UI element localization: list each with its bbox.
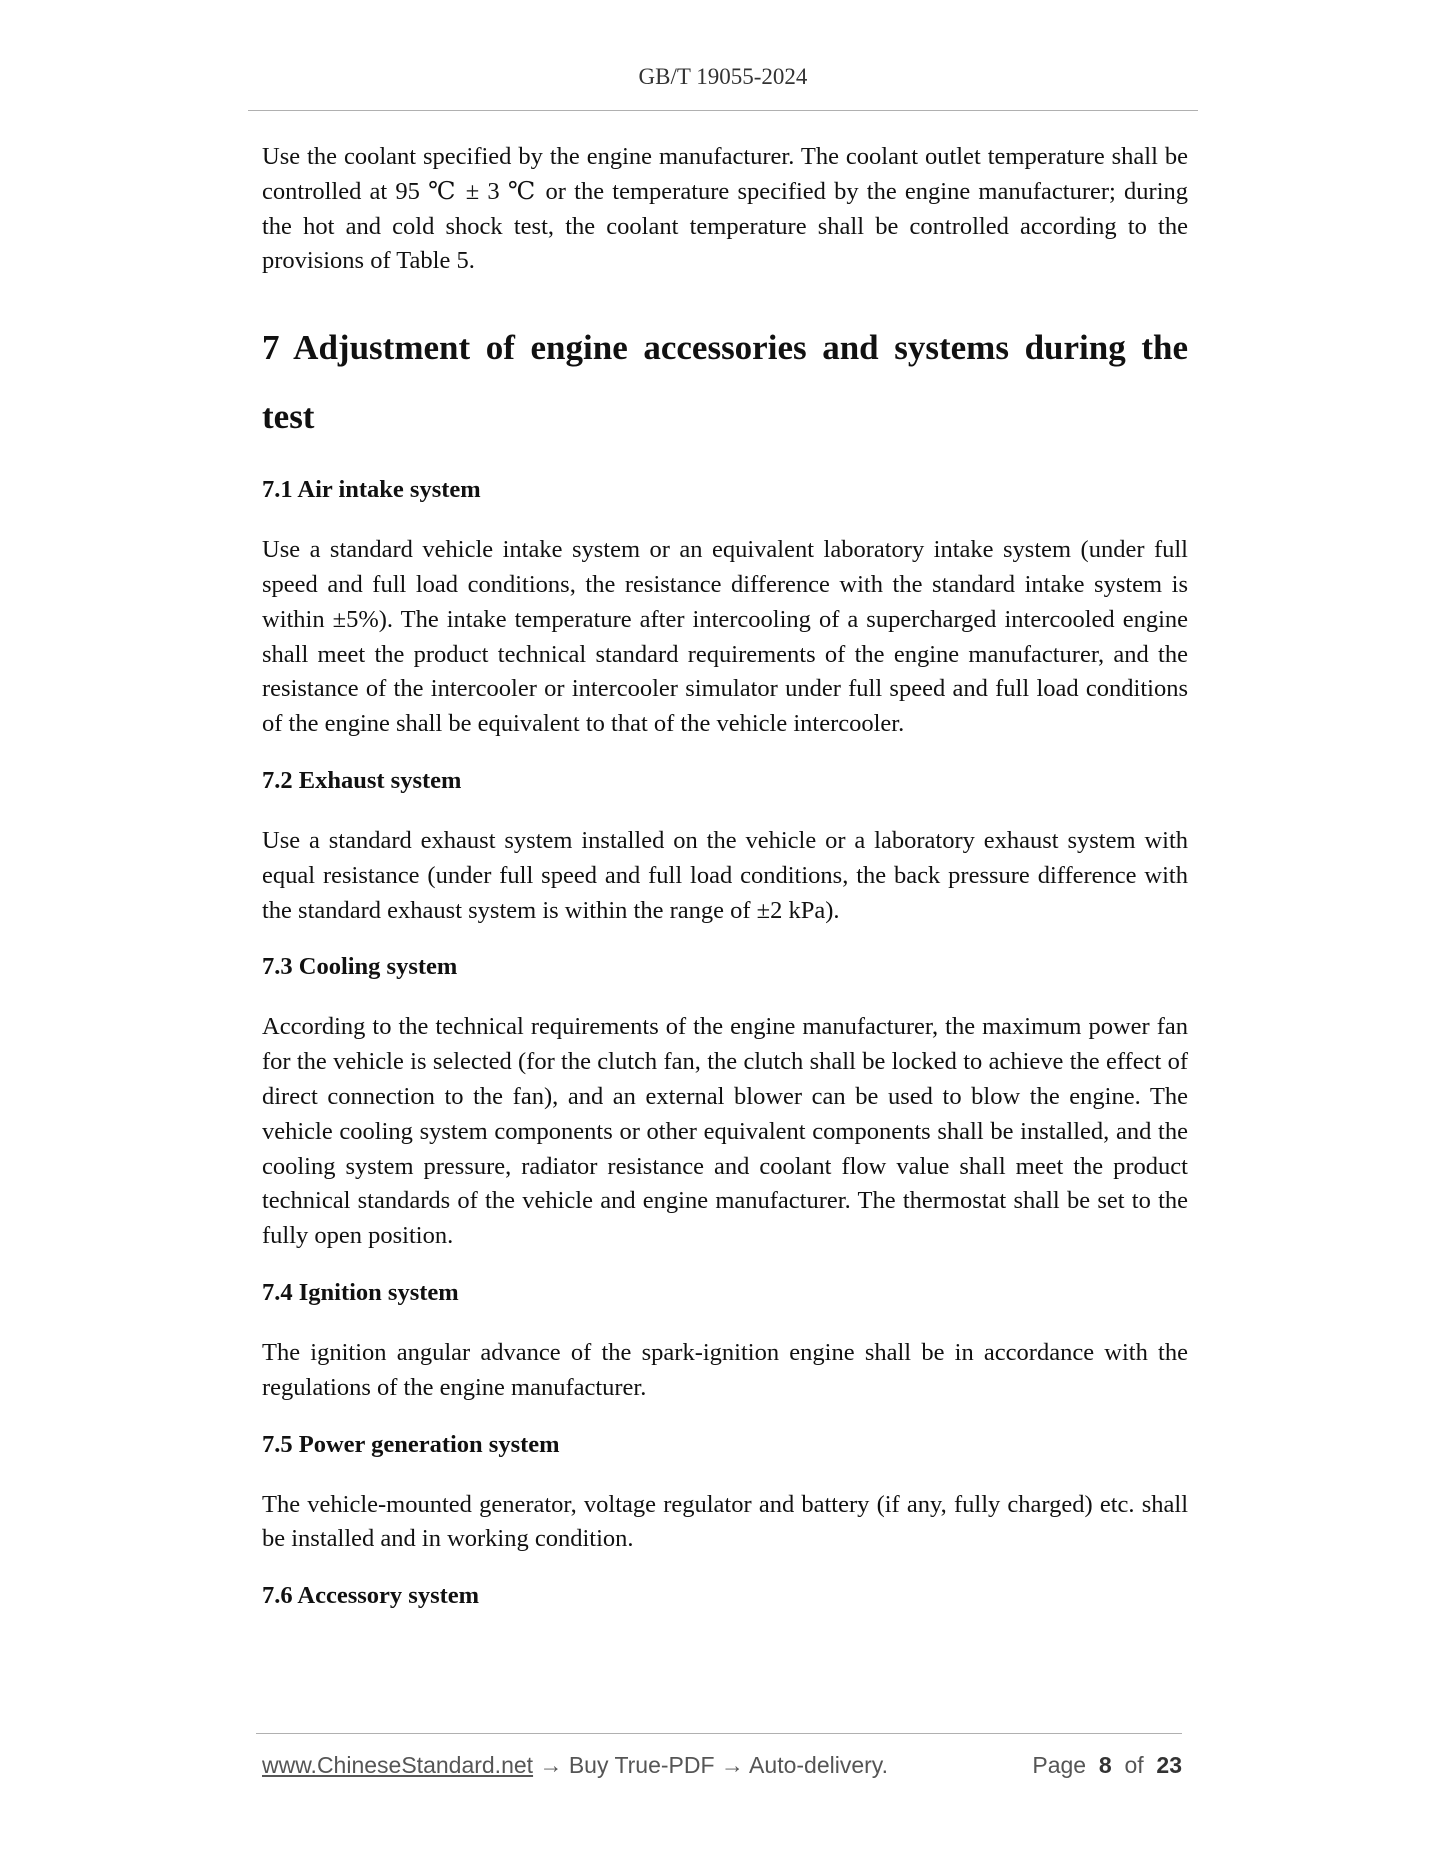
intro-paragraph: Use the coolant specified by the engine manufacturer. The coolant outlet temperature shall be controlled at 95 ℃ ± 3 ℃ or the temperature specified by the engine manufacturer; during the hot and cold shock test, the coolant temperature shall be controlled according to the provisions of Table 5. — [262, 143, 1188, 275]
footer-promo — [262, 1752, 888, 1779]
subsection-7-2-text: Use a standard exhaust system installed on the vehicle or a laboratory exhaust system with equal resistance (under full speed and full load conditions, the back pressure difference with the standard exhaust system is within the range of ±2 kPa). — [262, 826, 1188, 924]
subsection-7-4-heading: 7.4 Ignition system — [262, 1278, 459, 1306]
site-link[interactable]: www.ChineseStandard.net — [262, 1752, 534, 1778]
subsection-7-6-heading: 7.6 Accessory system — [262, 1582, 480, 1610]
promo-text: → Buy True-PDF → Auto-delivery. — [533, 1752, 888, 1778]
section-7-heading: 7 Adjustment of engine accessories and systems during the test — [262, 328, 1188, 437]
subsection-7-5-text: The vehicle-mounted generator, voltage regulator and battery (if any, fully charged) etc. shall be installed and in working condition. — [262, 1490, 1188, 1553]
page-indicator — [1032, 1752, 1182, 1779]
footer-divider — [256, 1733, 1182, 1734]
total-pages: 23 — [1156, 1752, 1182, 1778]
subsection-7-5-heading: 7.5 Power generation system — [262, 1430, 560, 1458]
subsection-7-1-heading: 7.1 Air intake system — [262, 476, 481, 504]
page-header: GB/T 19055-2024 — [638, 64, 808, 89]
subsection-7-3-heading: 7.3 Cooling system — [262, 953, 458, 981]
page-word: Page — [1032, 1752, 1087, 1778]
subsection-7-4-text: The ignition angular advance of the spark-ignition engine shall be in accordance with the regulations of the engine manufacturer. — [262, 1338, 1188, 1401]
subsection-7-3-text: According to the technical requirements of the engine manufacturer, the maximum power fan for the vehicle is selected (for the clutch fan, the clutch shall be locked to achieve the effect of direct connection to the fan), and an external blower can be used to blow the engine. The vehicle cooling system components or other equivalent components shall be installed, and the cooling system pressure, radiator resistance and coolant flow value shall meet the product technical standards of the vehicle and engine manufacturer. The thermostat shall be set to the fully open position. — [262, 1013, 1188, 1250]
subsection-7-1-text: Use a standard vehicle intake system or an equivalent laboratory intake system (under full speed and full load conditions, the resistance difference with the standard intake system is within ±5%). The intake temperature after intercooling of a supercharged intercooled engine shall meet the product technical standard requirements of the engine manufacturer, and the resistance of the intercooler or intercooler simulator under full speed and full load conditions of the engine shall be equivalent to that of the vehicle intercooler. — [262, 536, 1188, 738]
of-word: of — [1124, 1752, 1144, 1778]
current-page-number: 8 — [1098, 1752, 1112, 1778]
subsection-7-2-heading: 7.2 Exhaust system — [262, 766, 462, 794]
document-body — [262, 140, 1188, 1613]
header-divider — [248, 110, 1198, 111]
